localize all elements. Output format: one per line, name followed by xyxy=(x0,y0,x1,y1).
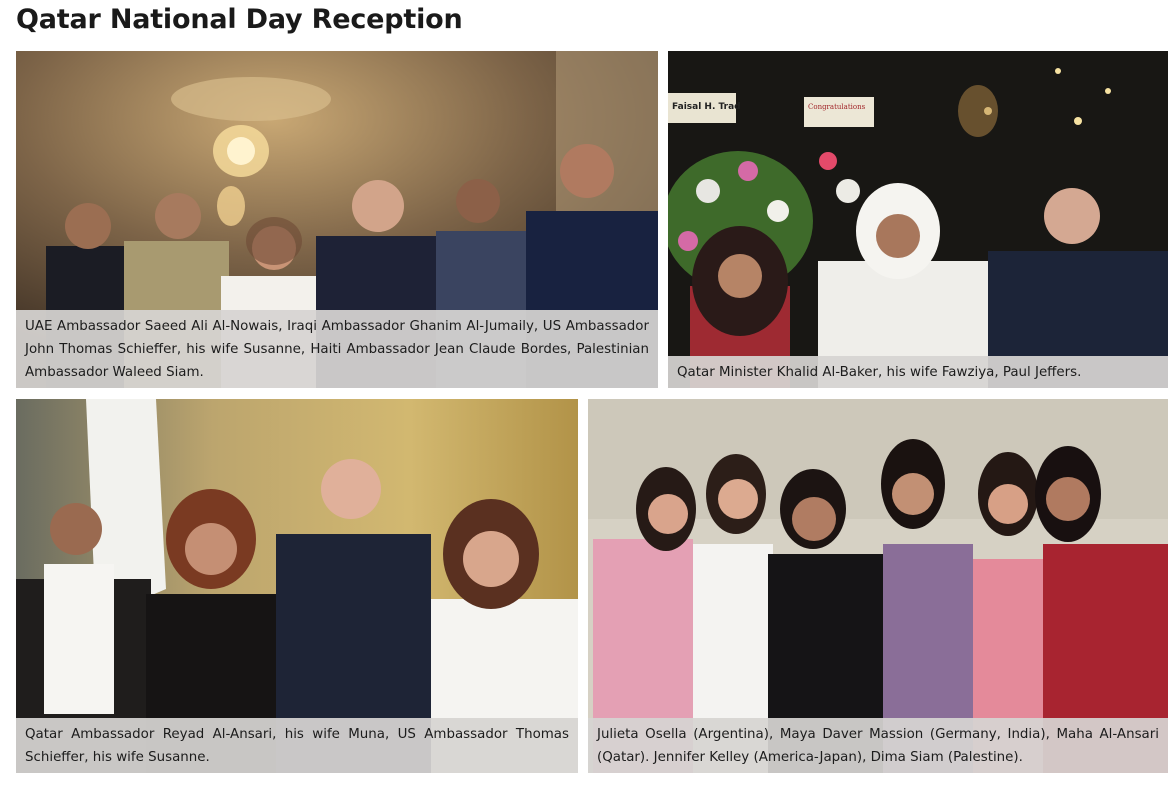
photo-caption: Qatar Ambassador Reyad Al-Ansari, his wife Muna, US Ambassador Thomas Schieffer, his wife Susanne. xyxy=(16,718,578,773)
page-title: Qatar National Day Reception xyxy=(16,4,463,35)
photo-ambassador-couples xyxy=(16,399,578,773)
ambassador-couples-image xyxy=(16,399,578,773)
photo-caption: Qatar Minister Khalid Al-Baker, his wife Fawziya, Paul Jeffers. xyxy=(668,356,1168,388)
sign-text: Faisal H. Trad xyxy=(672,102,741,112)
minister-group-image xyxy=(668,51,1168,388)
young-women-image xyxy=(588,399,1168,773)
photo-minister-group xyxy=(668,51,1168,388)
photo-caption: UAE Ambassador Saeed Ali Al-Nowais, Iraqi Ambassador Ghanim Al-Jumaily, US Ambassador John Thomas Schieffer, his wife Susanne, Haiti Ambassador Jean Claude Bordes, Palestinian Ambassador Waleed Siam. xyxy=(16,310,658,388)
photo-ambassadors-group xyxy=(16,51,658,388)
sign-text: Congratulations xyxy=(808,103,866,111)
photo-caption: Julieta Osella (Argentina), Maya Daver Massion (Germany, India), Maha Al-Ansari (Qatar). Jennifer Kelley (America-Japan), Dima Siam (Palestine). xyxy=(588,718,1168,773)
photo-young-women xyxy=(588,399,1168,773)
